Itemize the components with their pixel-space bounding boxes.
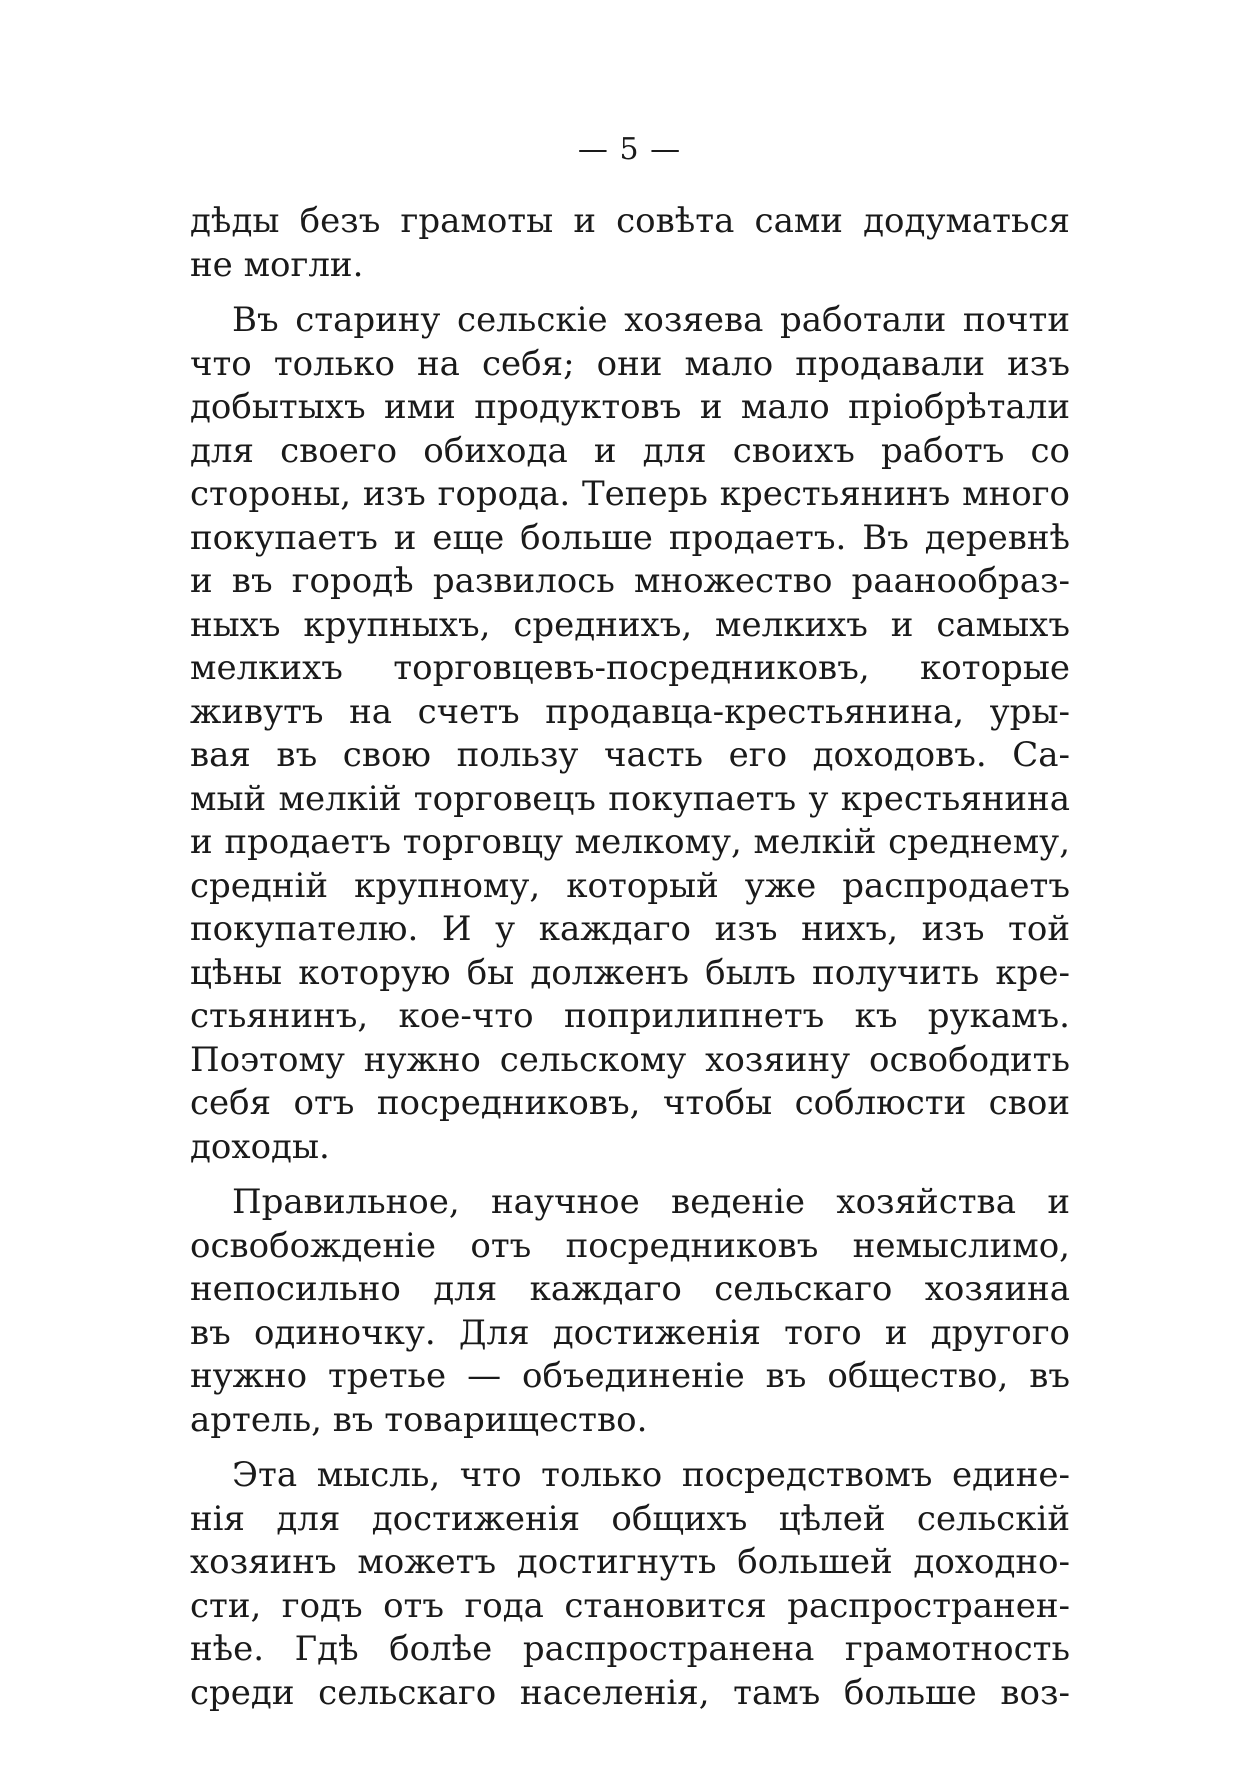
- text-line: среди сельскаго населенія, тамъ больше воз-: [190, 1672, 1070, 1713]
- text-line: вая въ свою пользу часть его доходовъ. Са-: [190, 735, 1070, 775]
- text-line: Въ старину сельскіе хозяева работали почти: [232, 300, 1070, 340]
- text-line: для своего обихода и для своихъ работъ со: [190, 430, 1070, 471]
- page-number: — 5 —: [577, 132, 682, 167]
- text-line: что только на себя; они мало продавали изъ: [190, 343, 1070, 384]
- text-line: артель, въ товарищество.: [190, 1399, 648, 1440]
- text-line: и продаетъ торговцу мелкому, мелкій среднему,: [190, 822, 1070, 862]
- text-line: и въ городѣ развилось множество раанообраз-: [190, 561, 1070, 601]
- text-line: ныхъ крупныхъ, среднихъ, мелкихъ и самыхъ: [190, 604, 1070, 645]
- text-line: хозяинъ можетъ достигнуть большей доходно-: [190, 1542, 1070, 1582]
- text-line: живутъ на счетъ продавца-крестьянина, уры-: [190, 691, 1070, 732]
- text-line: мый мелкій торговецъ покупаетъ у крестьянина: [190, 778, 1070, 819]
- text-line: средній крупному, который уже распродаетъ: [190, 865, 1070, 906]
- text-line: въ одиночку. Для достиженія того и другого: [190, 1312, 1070, 1353]
- text-line: нія для достиженія общихъ цѣлей сельскій: [190, 1498, 1070, 1539]
- paragraph: [190, 200, 1070, 287]
- text-line: мелкихъ торговцевъ-посредниковъ, которые: [190, 648, 1070, 688]
- text-line: непосильно для каждаго сельскаго хозяина: [190, 1269, 1070, 1309]
- text-line: себя отъ посредниковъ, чтобы соблюсти свои: [190, 1083, 1070, 1123]
- text-line: освобожденіе отъ посредниковъ немыслимо,: [190, 1225, 1070, 1266]
- text-line: добытыхъ ими продуктовъ и мало пріобрѣтали: [190, 387, 1070, 427]
- text-line: стьянинъ, кое-что поприлипнетъ къ рукамъ.: [190, 996, 1070, 1036]
- text-line: цѣны которую бы долженъ былъ получить кре-: [190, 952, 1070, 993]
- text-line: Поэтому нужно сельскому хозяину освободить: [190, 1039, 1070, 1080]
- text-line: сти, годъ отъ года становится распространен-: [190, 1585, 1070, 1626]
- text-line: не могли.: [190, 244, 364, 285]
- paragraph: [190, 1454, 1070, 1715]
- text-line: Эта мысль, что только посредствомъ едине-: [232, 1455, 1070, 1495]
- text-line: покупаетъ и еще больше продаетъ. Въ деревнѣ: [190, 517, 1070, 558]
- text-line: покупателю. И у каждаго изъ нихъ, изъ той: [190, 909, 1070, 949]
- text-line: нужно третье — объединеніе въ общество, въ: [190, 1356, 1070, 1396]
- text-line: Правильное, научное веденіе хозяйства и: [232, 1182, 1070, 1222]
- text-line: нѣе. Гдѣ болѣе распространена грамотность: [190, 1629, 1070, 1669]
- text-line: стороны, изъ города. Теперь крестьянинъ много: [190, 474, 1070, 514]
- paragraph: [190, 299, 1070, 1169]
- text-line: дѣды безъ грамоты и совѣта сами додуматься: [190, 201, 1070, 241]
- text-line: доходы.: [190, 1126, 330, 1167]
- body-text: [190, 200, 1070, 1715]
- paragraph: [190, 1181, 1070, 1442]
